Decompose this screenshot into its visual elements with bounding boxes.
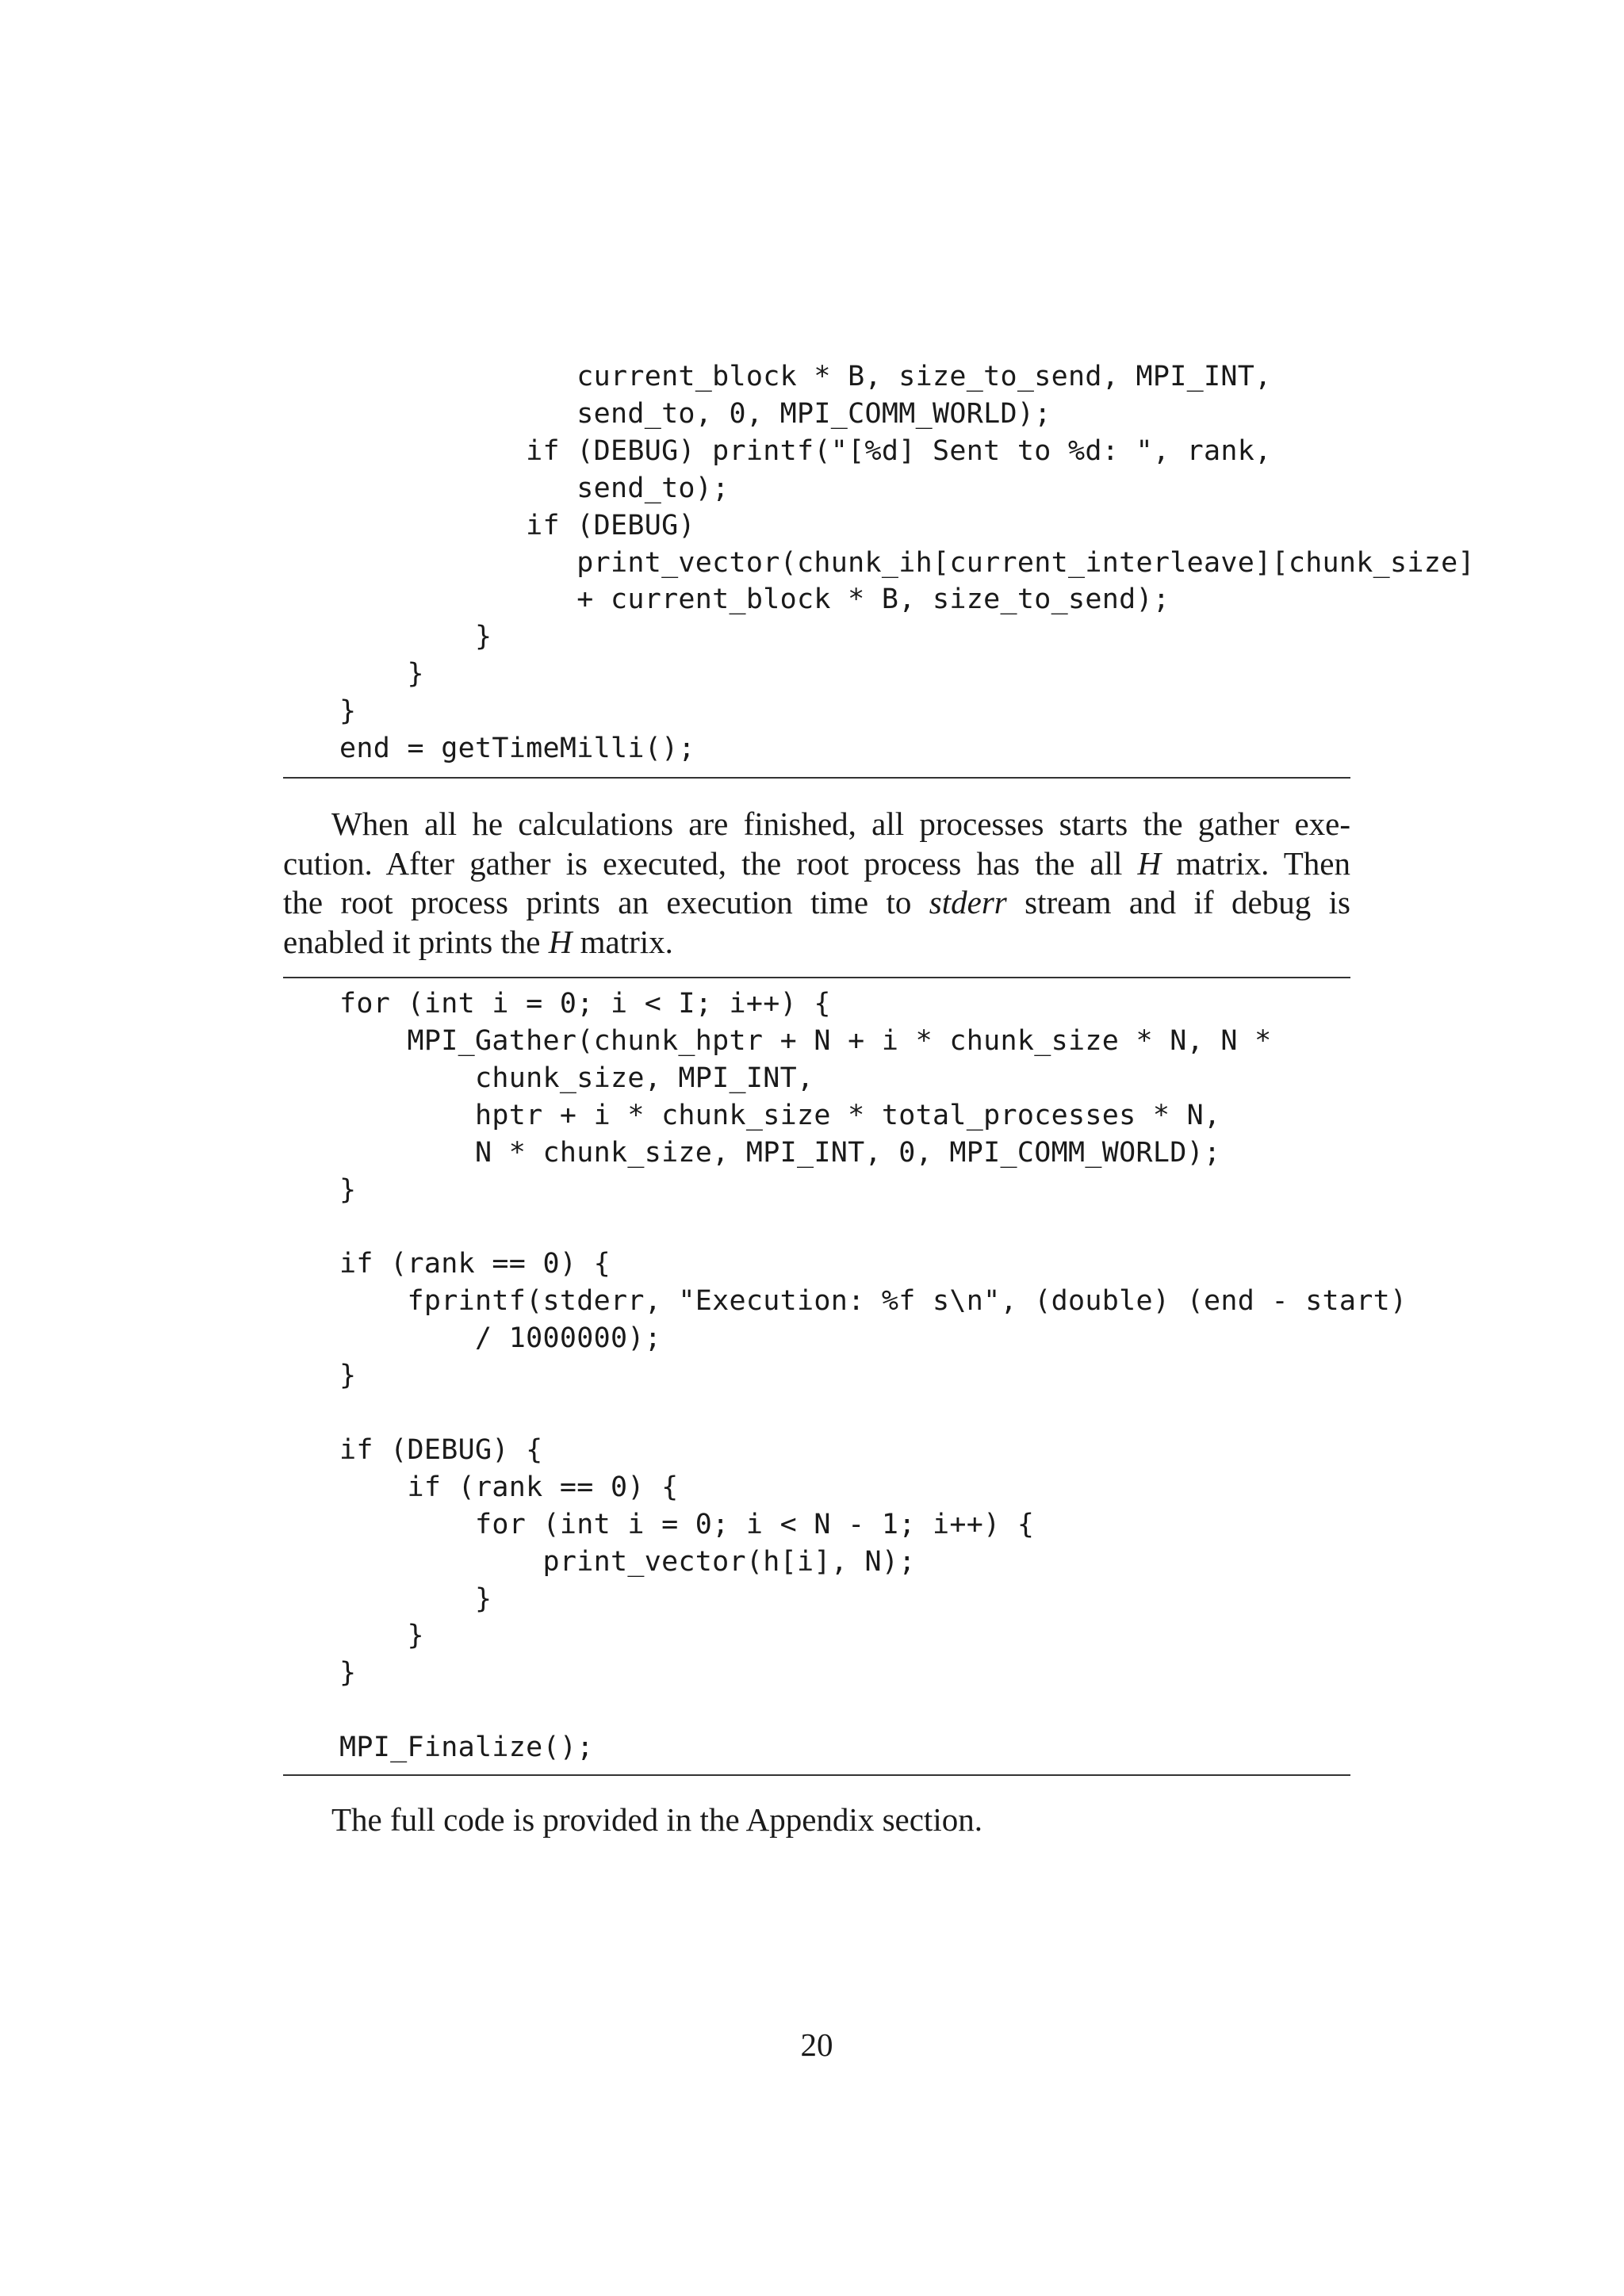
- paragraph-line: When all he calculations are finished, all processes starts the gather exe-: [331, 806, 1350, 842]
- math-var-h: H: [548, 923, 573, 960]
- page-number: 20: [800, 2026, 833, 2063]
- paragraph-gather-description: [283, 805, 1350, 962]
- paragraph-appendix-note: The full code is provided in the Appendix section.: [331, 1801, 982, 1838]
- listing-top-rule: [283, 977, 1350, 978]
- math-var-h: H: [1137, 844, 1162, 882]
- paragraph-line: cution. After gather is executed, the root process has the all H matrix. Then: [283, 844, 1350, 882]
- code-listing-send: current_block * B, size_to_send, MPI_INT, send_to, 0, MPI_COMM_WORLD); if (DEBUG) printf("[%d] Sent to %d: ", rank, send_to); if (DEBUG) print_vector(chunk_ih[current_interleave][chunk_size] + current_block * B, size_to_send); } } } end = getTimeMilli();: [339, 361, 1475, 765]
- paragraph-line: the root process prints an execution time to stderr stream and if debug is: [283, 884, 1350, 920]
- listing-bottom-rule: [283, 777, 1350, 779]
- stderr-emphasis: stderr: [929, 884, 1007, 920]
- paragraph-line: enabled it prints the H matrix.: [283, 923, 673, 960]
- listing-bottom-rule: [283, 1774, 1350, 1776]
- code-listing-gather: for (int i = 0; i < I; i++) { MPI_Gather(chunk_hptr + N + i * chunk_size * N, N * chunk_size, MPI_INT, hptr + i * chunk_size * total_processes * N, N * chunk_size, MPI_INT, 0, MPI_COMM_WORLD); } if (rank == 0) { fprintf(stderr, "Execution: %f s\n", (double) (end - start) / 1000000); } if (DEBUG) { if (rank == 0) { for (int i = 0; i < N - 1; i++) { print_vector(h[i], N); } } } MPI_Finalize();: [339, 988, 1408, 1764]
